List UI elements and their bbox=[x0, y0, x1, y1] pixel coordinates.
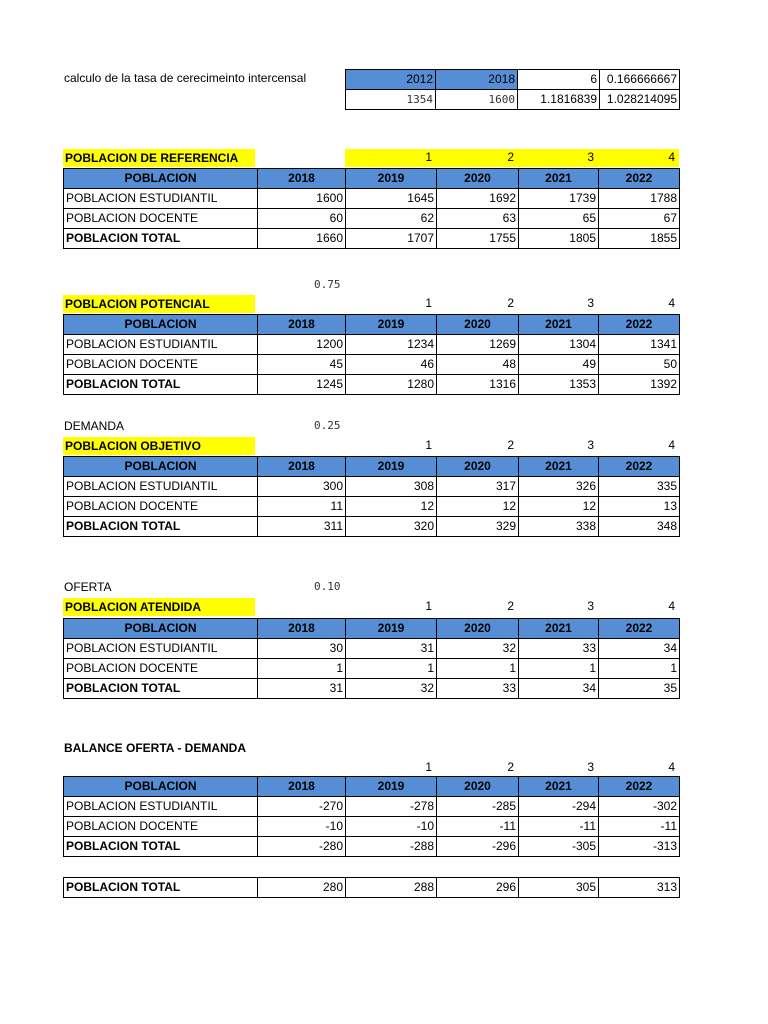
column-header: 2018 bbox=[258, 169, 346, 189]
row-label: POBLACION ESTUDIANTIL bbox=[64, 797, 258, 817]
row-label: POBLACION DOCENTE bbox=[64, 817, 258, 837]
table-cell: -10 bbox=[346, 817, 437, 837]
growth-cell: 2018 bbox=[436, 70, 518, 90]
table-cell: 313 bbox=[599, 878, 680, 898]
table-header-row bbox=[64, 169, 680, 189]
table-cell: -294 bbox=[519, 797, 599, 817]
table-cell: 1269 bbox=[437, 335, 519, 355]
column-header: 2022 bbox=[599, 619, 680, 639]
table-cell: 305 bbox=[519, 878, 599, 898]
table-cell: 320 bbox=[346, 517, 437, 537]
table-cell: 45 bbox=[258, 355, 346, 375]
period-index: 1 bbox=[425, 438, 432, 452]
data-table bbox=[63, 618, 680, 699]
row-label: POBLACION DOCENTE bbox=[64, 209, 258, 229]
table-cell: 13 bbox=[599, 497, 680, 517]
table-cell: 67 bbox=[599, 209, 680, 229]
table-cell: 1645 bbox=[346, 189, 437, 209]
column-header: 2019 bbox=[346, 457, 437, 477]
table-cell: 1200 bbox=[258, 335, 346, 355]
row-label: POBLACION TOTAL bbox=[64, 837, 258, 857]
table-header-row bbox=[64, 619, 680, 639]
row-label: POBLACION DOCENTE bbox=[64, 355, 258, 375]
growth-row-years bbox=[346, 70, 680, 90]
table-cell: 34 bbox=[599, 639, 680, 659]
growth-cell: 0.166666667 bbox=[600, 70, 680, 90]
table-cell: -288 bbox=[346, 837, 437, 857]
table-cell: 31 bbox=[346, 639, 437, 659]
growth-cell: 1.028214095 bbox=[600, 90, 680, 110]
period-index: 3 bbox=[587, 599, 594, 613]
row-label: POBLACION TOTAL bbox=[64, 229, 258, 249]
period-index: 3 bbox=[587, 760, 594, 774]
row-label: POBLACION ESTUDIANTIL bbox=[64, 477, 258, 497]
row-label: POBLACION DOCENTE bbox=[64, 497, 258, 517]
table-cell: 1855 bbox=[599, 229, 680, 249]
table-cell: 33 bbox=[437, 679, 519, 699]
column-header: 2022 bbox=[599, 315, 680, 335]
balance-title: BALANCE OFERTA - DEMANDA bbox=[64, 741, 246, 755]
table-row bbox=[64, 797, 680, 817]
table-cell: -11 bbox=[519, 817, 599, 837]
table-cell: -305 bbox=[519, 837, 599, 857]
table-row bbox=[64, 477, 680, 497]
table-cell: 1 bbox=[258, 659, 346, 679]
table-cell: -10 bbox=[258, 817, 346, 837]
period-index: 4 bbox=[668, 599, 675, 613]
table-cell: 12 bbox=[346, 497, 437, 517]
period-index: 4 bbox=[668, 150, 675, 164]
table-cell: 326 bbox=[519, 477, 599, 497]
table-cell: 1304 bbox=[519, 335, 599, 355]
row-label: POBLACION TOTAL bbox=[64, 878, 258, 898]
period-index: 2 bbox=[507, 599, 514, 613]
column-header: 2018 bbox=[258, 619, 346, 639]
table-cell: 49 bbox=[519, 355, 599, 375]
column-header: 2021 bbox=[519, 619, 599, 639]
table-cell: 300 bbox=[258, 477, 346, 497]
column-header: 2020 bbox=[437, 315, 519, 335]
table-cell: 1353 bbox=[519, 375, 599, 395]
table-row bbox=[64, 355, 680, 375]
section-factor: 0.10 bbox=[314, 580, 341, 593]
table-cell: 1692 bbox=[437, 189, 519, 209]
column-header: 2021 bbox=[519, 457, 599, 477]
table-row bbox=[64, 335, 680, 355]
table-cell: 32 bbox=[346, 679, 437, 699]
data-table bbox=[63, 314, 680, 395]
column-header: 2019 bbox=[346, 777, 437, 797]
column-header: POBLACION bbox=[64, 315, 258, 335]
period-index: 3 bbox=[587, 438, 594, 452]
table-row bbox=[64, 375, 680, 395]
period-index: 1 bbox=[425, 296, 432, 310]
table-row bbox=[64, 639, 680, 659]
table-cell: 65 bbox=[519, 209, 599, 229]
section-title: POBLACION OBJETIVO bbox=[63, 437, 255, 455]
table-cell: 48 bbox=[437, 355, 519, 375]
table-row bbox=[64, 229, 680, 249]
table-cell: 1392 bbox=[599, 375, 680, 395]
table-cell: 31 bbox=[258, 679, 346, 699]
column-header: 2021 bbox=[519, 315, 599, 335]
row-label: POBLACION TOTAL bbox=[64, 375, 258, 395]
column-header: POBLACION bbox=[64, 619, 258, 639]
table-cell: 1805 bbox=[519, 229, 599, 249]
table-cell: -285 bbox=[437, 797, 519, 817]
column-header: 2022 bbox=[599, 777, 680, 797]
table-header-row bbox=[64, 777, 680, 797]
column-header: 2020 bbox=[437, 457, 519, 477]
data-table bbox=[63, 776, 680, 857]
table-cell: 1755 bbox=[437, 229, 519, 249]
growth-row-values bbox=[346, 90, 680, 110]
table-cell: 34 bbox=[519, 679, 599, 699]
column-header: 2020 bbox=[437, 619, 519, 639]
growth-cell: 1.1816839 bbox=[518, 90, 600, 110]
period-index: 2 bbox=[507, 296, 514, 310]
growth-cell: 1354 bbox=[346, 90, 436, 110]
table-cell: 1234 bbox=[346, 335, 437, 355]
table-cell: -11 bbox=[437, 817, 519, 837]
table-cell: -302 bbox=[599, 797, 680, 817]
row-label: POBLACION ESTUDIANTIL bbox=[64, 335, 258, 355]
column-header: 2022 bbox=[599, 169, 680, 189]
column-header: 2021 bbox=[519, 777, 599, 797]
balance-total-table bbox=[63, 877, 680, 898]
table-cell: -280 bbox=[258, 837, 346, 857]
table-row bbox=[64, 189, 680, 209]
table-cell: 1316 bbox=[437, 375, 519, 395]
period-index: 2 bbox=[507, 438, 514, 452]
column-header: 2020 bbox=[437, 169, 519, 189]
row-label: POBLACION TOTAL bbox=[64, 679, 258, 699]
table-cell: 1341 bbox=[599, 335, 680, 355]
section-factor: 0.75 bbox=[314, 278, 341, 291]
table-cell: 1 bbox=[346, 659, 437, 679]
table-cell: 338 bbox=[519, 517, 599, 537]
table-cell: 308 bbox=[346, 477, 437, 497]
table-row bbox=[64, 837, 680, 857]
table-cell: 1788 bbox=[599, 189, 680, 209]
table-cell: 1245 bbox=[258, 375, 346, 395]
column-header: 2018 bbox=[258, 315, 346, 335]
table-cell: 317 bbox=[437, 477, 519, 497]
data-table bbox=[63, 168, 680, 249]
row-label: POBLACION TOTAL bbox=[64, 517, 258, 537]
column-header: 2018 bbox=[258, 777, 346, 797]
table-header-row bbox=[64, 315, 680, 335]
table-cell: 35 bbox=[599, 679, 680, 699]
column-header: POBLACION bbox=[64, 777, 258, 797]
table-row bbox=[64, 497, 680, 517]
table-cell: 46 bbox=[346, 355, 437, 375]
period-index: 2 bbox=[507, 150, 514, 164]
growth-cell: 2012 bbox=[346, 70, 436, 90]
table-cell: 1600 bbox=[258, 189, 346, 209]
table-cell: -278 bbox=[346, 797, 437, 817]
table-cell: 12 bbox=[437, 497, 519, 517]
table-cell: 280 bbox=[258, 878, 346, 898]
period-index: 4 bbox=[668, 760, 675, 774]
column-header: 2021 bbox=[519, 169, 599, 189]
table-cell: 11 bbox=[258, 497, 346, 517]
table-cell: 288 bbox=[346, 878, 437, 898]
section-title: POBLACION ATENDIDA bbox=[63, 598, 255, 616]
table-cell: 50 bbox=[599, 355, 680, 375]
table-cell: -313 bbox=[599, 837, 680, 857]
table-cell: 12 bbox=[519, 497, 599, 517]
section-factor: 0.25 bbox=[314, 419, 341, 432]
section-title: POBLACION POTENCIAL bbox=[63, 295, 255, 313]
table-cell: 30 bbox=[258, 639, 346, 659]
column-header: 2018 bbox=[258, 457, 346, 477]
table-cell: 1707 bbox=[346, 229, 437, 249]
table-header-row bbox=[64, 457, 680, 477]
table-cell: 335 bbox=[599, 477, 680, 497]
data-table bbox=[63, 456, 680, 537]
table-cell: 1660 bbox=[258, 229, 346, 249]
table-cell: 296 bbox=[437, 878, 519, 898]
table-row bbox=[64, 817, 680, 837]
row-label: POBLACION ESTUDIANTIL bbox=[64, 189, 258, 209]
row-label: POBLACION DOCENTE bbox=[64, 659, 258, 679]
table-cell: 1 bbox=[437, 659, 519, 679]
growth-cell: 6 bbox=[518, 70, 600, 90]
column-header: 2019 bbox=[346, 169, 437, 189]
table-row bbox=[64, 517, 680, 537]
period-index: 3 bbox=[587, 296, 594, 310]
period-index: 3 bbox=[587, 150, 594, 164]
column-header: POBLACION bbox=[64, 169, 258, 189]
period-index: 1 bbox=[425, 150, 432, 164]
section-pre-label: DEMANDA bbox=[64, 419, 125, 433]
column-header: 2022 bbox=[599, 457, 680, 477]
table-cell: 311 bbox=[258, 517, 346, 537]
total-row bbox=[64, 878, 680, 898]
table-row bbox=[64, 209, 680, 229]
table-cell: -270 bbox=[258, 797, 346, 817]
period-index: 2 bbox=[507, 760, 514, 774]
column-header: 2019 bbox=[346, 619, 437, 639]
table-cell: 329 bbox=[437, 517, 519, 537]
table-row bbox=[64, 659, 680, 679]
table-cell: 60 bbox=[258, 209, 346, 229]
section-pre-label: OFERTA bbox=[64, 580, 112, 594]
column-header: POBLACION bbox=[64, 457, 258, 477]
period-index: 1 bbox=[425, 599, 432, 613]
period-index: 1 bbox=[425, 760, 432, 774]
row-label: POBLACION ESTUDIANTIL bbox=[64, 639, 258, 659]
period-index: 4 bbox=[668, 438, 675, 452]
table-cell: -296 bbox=[437, 837, 519, 857]
table-cell: 1280 bbox=[346, 375, 437, 395]
table-cell: 1 bbox=[519, 659, 599, 679]
table-cell: 1739 bbox=[519, 189, 599, 209]
table-row bbox=[64, 679, 680, 699]
growth-table bbox=[345, 69, 680, 110]
section-title: POBLACION DE REFERENCIA bbox=[63, 149, 255, 167]
table-cell: 62 bbox=[346, 209, 437, 229]
table-cell: -11 bbox=[599, 817, 680, 837]
growth-cell: 1600 bbox=[436, 90, 518, 110]
growth-label: calculo de la tasa de cerecimeinto intercensal bbox=[64, 71, 307, 85]
table-cell: 63 bbox=[437, 209, 519, 229]
table-cell: 1 bbox=[599, 659, 680, 679]
table-cell: 32 bbox=[437, 639, 519, 659]
column-header: 2019 bbox=[346, 315, 437, 335]
table-cell: 348 bbox=[599, 517, 680, 537]
period-index: 4 bbox=[668, 296, 675, 310]
table-cell: 33 bbox=[519, 639, 599, 659]
column-header: 2020 bbox=[437, 777, 519, 797]
